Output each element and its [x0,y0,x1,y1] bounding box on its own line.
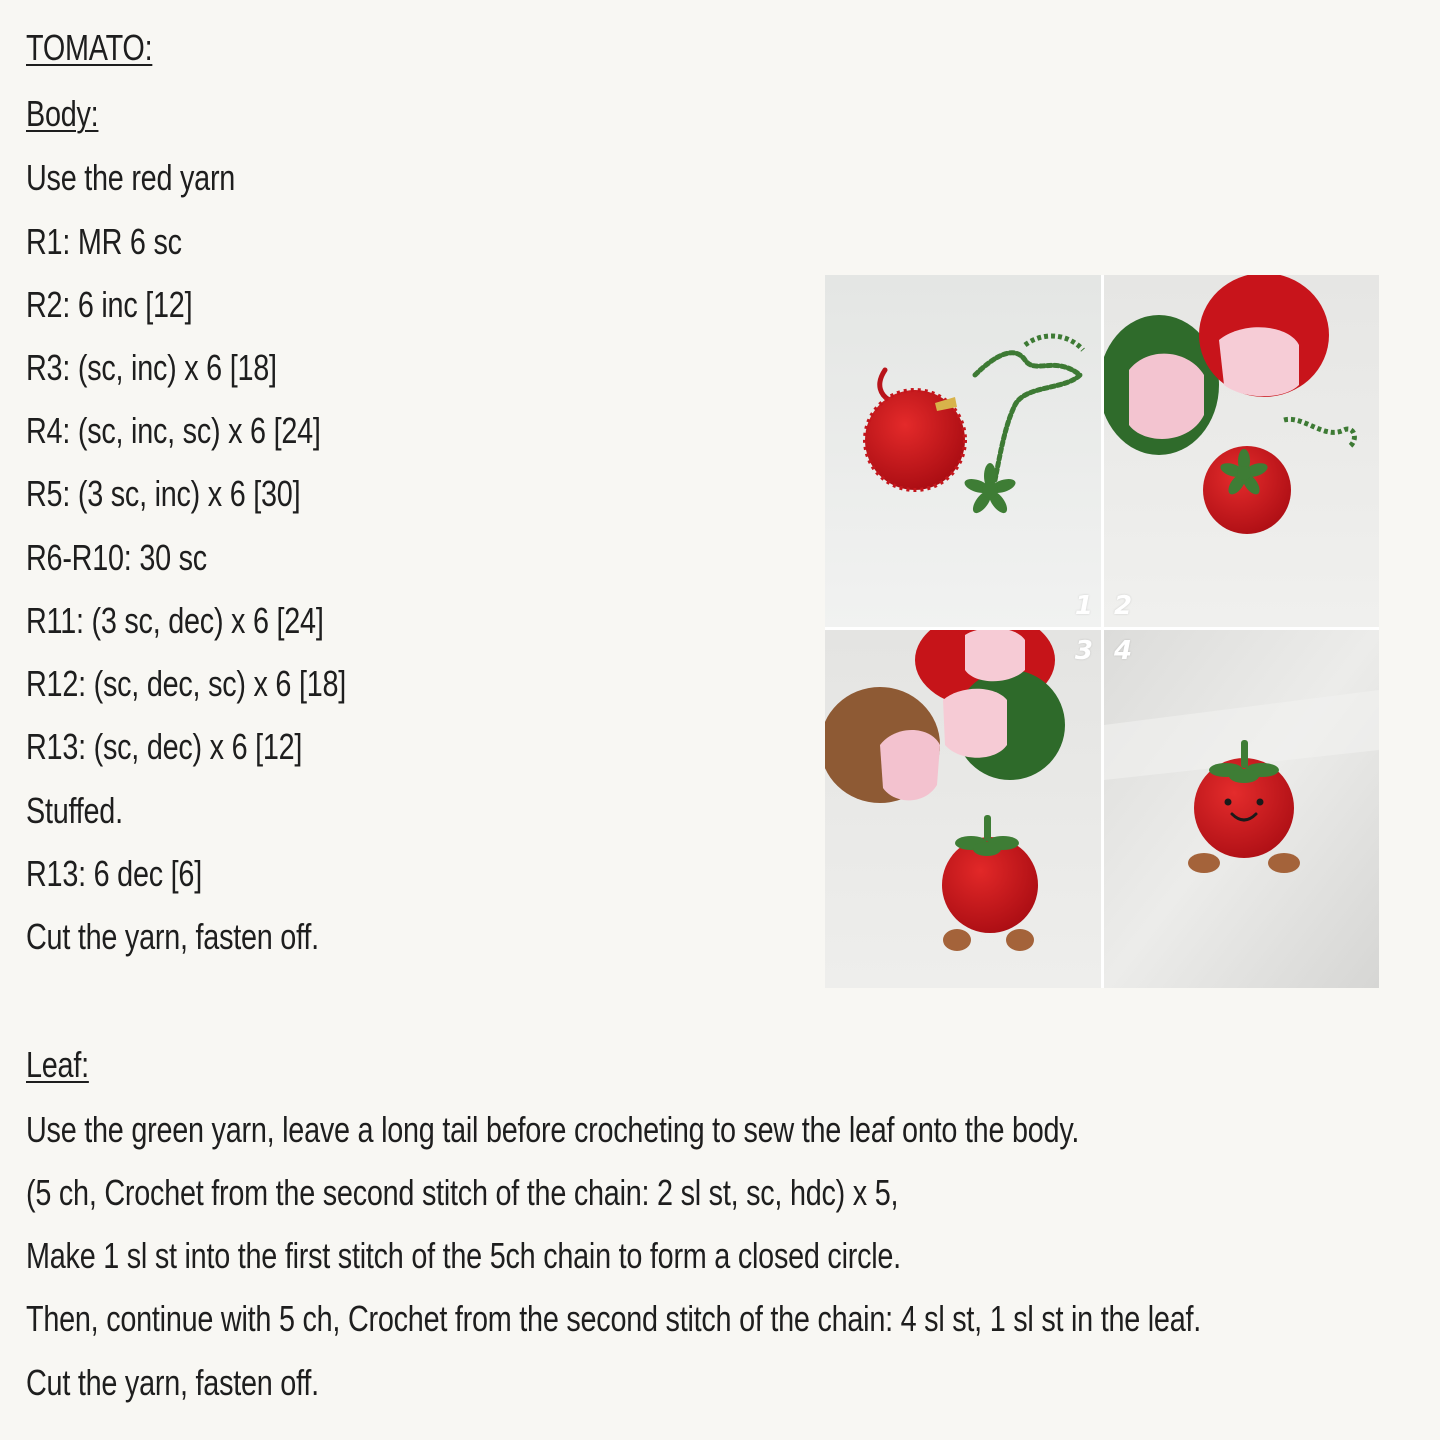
body-heading: Body: [26,93,99,134]
leaf-heading: Leaf: [26,1044,89,1085]
body-instruction: R1: MR 6 sc [26,221,182,262]
photo-step-4 [1104,630,1379,988]
leaf-instruction: Then, continue with 5 ch, Crochet from the second stitch of the chain: 4 sl st, 1 sl st in the leaf. [26,1298,1202,1339]
body-instruction: R13: 6 dec [6] [26,853,202,894]
pattern-title: TOMATO: [26,27,153,68]
body-instruction: R6-R10: 30 sc [26,537,207,578]
body-instruction: Cut the yarn, fasten off. [26,916,319,957]
body-instruction: R12: (sc, dec, sc) x 6 [18] [26,663,347,704]
photo-step-1 [825,275,1101,627]
body-instruction: Use the red yarn [26,157,236,198]
body-instruction: R13: (sc, dec) x 6 [12] [26,726,303,767]
leaf-instruction: Make 1 sl st into the first stitch of the 5ch chain to form a closed circle. [26,1235,901,1276]
photo-collage [825,275,1379,988]
body-instruction: R3: (sc, inc) x 6 [18] [26,347,277,388]
body-instruction: Stuffed. [26,790,123,831]
body-instruction: R4: (sc, inc, sc) x 6 [24] [26,410,321,451]
leaf-instruction: Cut the yarn, fasten off. [26,1362,319,1403]
photo-step-3 [825,630,1101,988]
body-instruction: R2: 6 inc [12] [26,284,193,325]
body-instruction: R5: (3 sc, inc) x 6 [30] [26,473,301,514]
step-number-label: 4 [1114,636,1133,666]
leaf-instruction: (5 ch, Crochet from the second stitch of the chain: 2 sl st, sc, hdc) x 5, [26,1172,899,1213]
step-number-label: 3 [1074,636,1093,666]
step-number-label: 2 [1114,591,1133,621]
leaf-instruction: Use the green yarn, leave a long tail before crocheting to sew the leaf onto the body. [26,1109,1080,1150]
body-instruction: R11: (3 sc, dec) x 6 [24] [26,600,324,641]
step-number-label: 1 [1074,591,1093,621]
photo-step-2 [1104,275,1379,627]
